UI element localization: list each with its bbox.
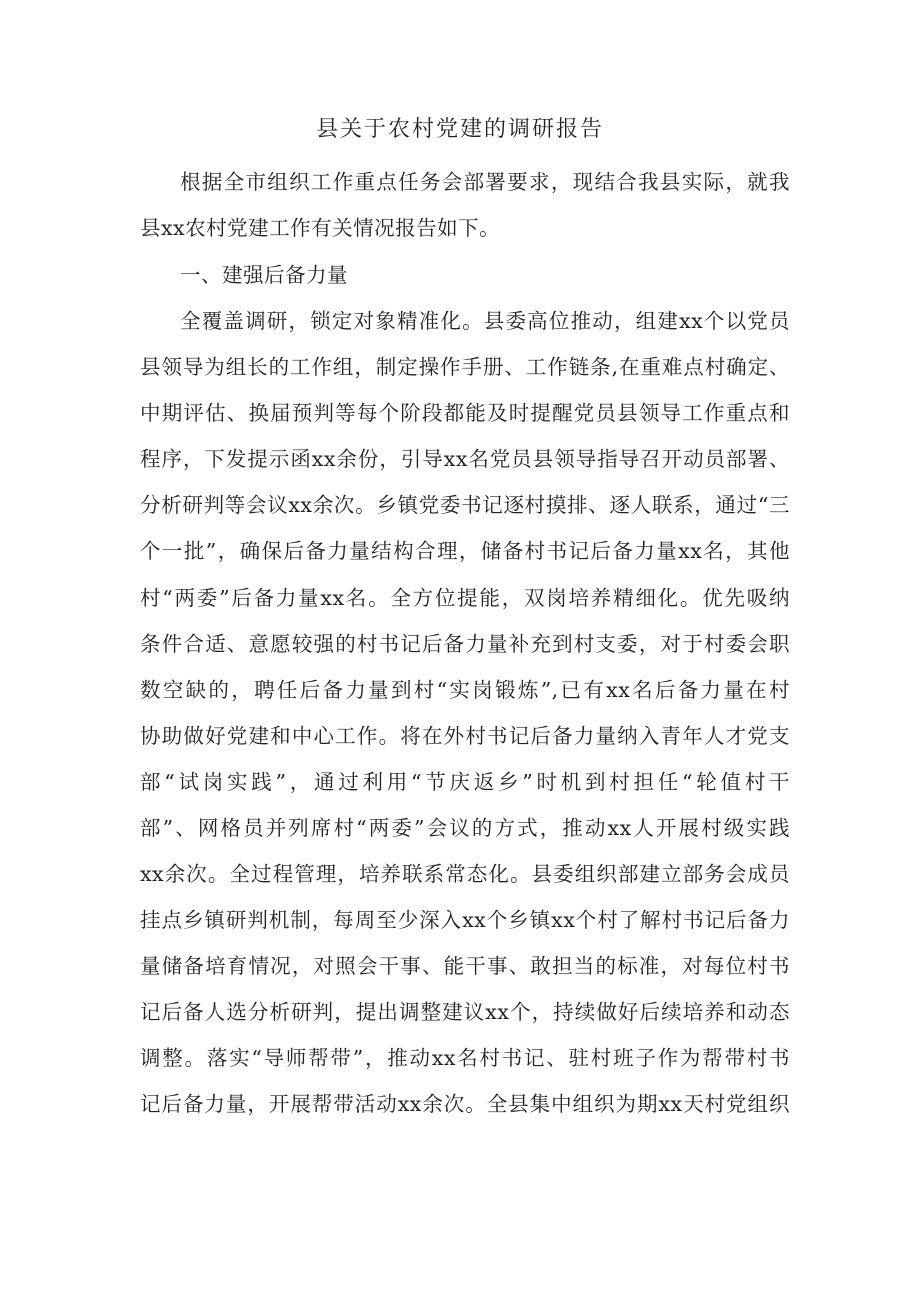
paragraph-line: 记后备人选分析研判，提出调整建议xx个，持续做好后续培养和动态 [140, 1000, 790, 1024]
paragraph-line: 挂点乡镇研判机制，每周至少深入xx个乡镇xx个村了解村书记后备力 [140, 908, 790, 932]
section-heading: 一、建强后备力量 [180, 263, 348, 287]
paragraph-line: 数空缺的，聘任后备力量到村“实岗锻炼”,已有xx名后备力量在村 [140, 678, 790, 702]
paragraph-line: 分析研判等会议xx余次。乡镇党委书记逐村摸排、逐人联系，通过“三 [140, 493, 790, 517]
paragraph-line: 程序，下发提示函xx余份，引导xx名党员县领导指导召开动员部署、 [140, 447, 790, 471]
paragraph-line: 调整。落实“导师帮带”，推动xx名村书记、驻村班子作为帮带村书 [140, 1046, 790, 1070]
paragraph-line: 县xx农村党建工作有关情况报告如下。 [140, 216, 501, 240]
paragraph-line: 根据全市组织工作重点任务会部署要求，现结合我县实际，就我 [180, 170, 790, 194]
paragraph-line: 记后备力量，开展帮带活动xx余次。全县集中组织为期xx天村党组织 [140, 1092, 790, 1116]
paragraph-line: 部”、网格员并列席村“两委”会议的方式，推动xx人开展村级实践 [140, 816, 790, 840]
paragraph-line: 量储备培育情况，对照会干事、能干事、敢担当的标准，对每位村书 [140, 954, 790, 978]
paragraph-line: 部“试岗实践”，通过利用“节庆返乡”时机到村担任“轮值村干 [140, 770, 790, 794]
paragraph-line: 条件合适、意愿较强的村书记后备力量补充到村支委，对于村委会职 [140, 632, 790, 656]
paragraph-line: 个一批”，确保后备力量结构合理，储备村书记后备力量xx名，其他 [140, 539, 790, 563]
paragraph-line: 协助做好党建和中心工作。将在外村书记后备力量纳入青年人才党支 [140, 724, 790, 748]
paragraph-line: 县领导为组长的工作组，制定操作手册、工作链条,在重难点村确定、 [140, 355, 790, 379]
document-title: 县关于农村党建的调研报告 [315, 117, 604, 142]
paragraph-line: 村“两委”后备力量xx名。全方位提能，双岗培养精细化。优先吸纳 [140, 586, 790, 610]
paragraph-line: 全覆盖调研，锁定对象精准化。县委高位推动，组建xx个以党员 [180, 309, 790, 333]
paragraph-line: xx余次。全过程管理，培养联系常态化。县委组织部建立部务会成员 [140, 862, 790, 886]
paragraph-line: 中期评估、换届预判等每个阶段都能及时提醒党员县领导工作重点和 [140, 401, 790, 425]
